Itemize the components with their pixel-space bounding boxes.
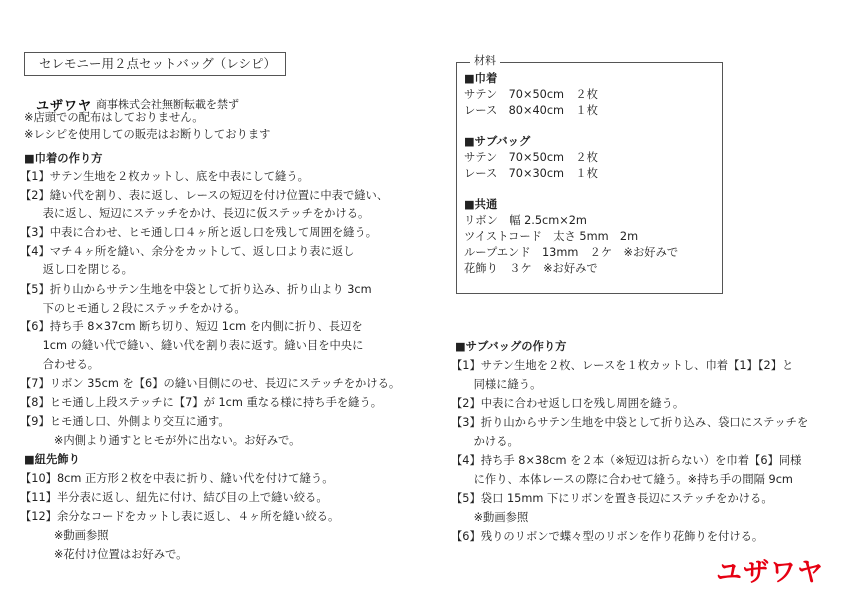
section-heading-kinchaku: ■巾着の作り方	[24, 152, 103, 165]
step-line: 返し口を閉じる。	[20, 263, 133, 276]
step-line: 1cm の縫い代で縫い、縫い代を割り表に返す。縫い目を中央に	[20, 339, 364, 352]
step-line: ※花付け位置はお好みで。	[20, 548, 188, 561]
section-heading-subbag: ■サブバッグの作り方	[455, 340, 567, 353]
materials-legend: 材料	[470, 52, 500, 68]
materials-line: 花飾り ３ケ ※お好みで	[464, 262, 598, 275]
materials-line: サテン 70×50cm ２枚	[464, 88, 598, 101]
step-line: 【6】残りのリボンで蝶々型のリボンを作り花飾りを付ける。	[451, 530, 764, 543]
step-line: 【7】リボン 35cm を【6】の縫い目側にのせ、長辺にステッチをかける。	[20, 377, 401, 390]
step-line: 【12】余分なコードをカットし表に返し、４ヶ所を縫い絞る。	[20, 510, 340, 523]
notice-line: ※レシピを使用しての販売はお断りしております	[24, 128, 271, 141]
step-line: 【2】中表に合わせ返し口を残し周囲を縫う。	[451, 397, 685, 410]
step-line: 【3】中表に合わせ、ヒモ通し口４ヶ所と返し口を残して周囲を縫う。	[20, 226, 378, 239]
step-line: 【11】半分表に返し、紐先に付け、結び目の上で縫い絞る。	[20, 491, 328, 504]
step-line: 【6】持ち手 8×37cm 断ち切り、短辺 1cm を内側に折り、長辺を	[20, 320, 363, 333]
materials-line: ツイストコード 太さ 5mm 2m	[464, 230, 639, 243]
step-line: 【10】8cm 正方形２枚を中表に折り、縫い代を付けて縫う。	[20, 472, 334, 485]
step-line: 【2】縫い代を割り、表に返し、レースの短辺を付け位置に中表で縫い、	[20, 189, 389, 202]
step-line: 【1】サテン生地を２枚カットし、底を中表にして縫う。	[20, 170, 309, 183]
step-line: 【1】サテン生地を２枚、レースを１枚カットし、巾着【1】【2】と	[451, 359, 794, 372]
step-line: 【3】折り山からサテン生地を中袋として折り込み、袋口にステッチを	[451, 416, 809, 429]
step-line: 【9】ヒモ通し口、外側より交互に通す。	[20, 415, 230, 428]
step-line: に作り、本体レースの際に合わせて縫う。※持ち手の間隔 9cm	[451, 473, 793, 486]
step-line: 【5】折り山からサテン生地を中袋として折り込み、折り山より 3cm	[20, 283, 372, 296]
materials-line: レース 80×40cm １枚	[464, 104, 598, 117]
materials-line: レース 70×30cm １枚	[464, 167, 598, 180]
notice-line: ※店頭での配布はしておりません。	[24, 111, 204, 124]
materials-line: リボン 幅 2.5cm×2m	[464, 214, 587, 227]
step-line: ※内側より通すとヒモが外に出ない。お好みで。	[20, 434, 301, 447]
brand-name: ユザワヤ	[36, 99, 93, 114]
step-line: 【5】袋口 15mm 下にリボンを置き長辺にステッチをかける。	[451, 492, 773, 505]
step-line: ※動画参照	[20, 529, 109, 542]
step-line: 下のヒモ通し２段にステッチをかける。	[20, 302, 246, 315]
materials-line: ■巾着	[464, 72, 498, 85]
step-line: 【4】マチ４ヶ所を縫い、余分をカットして、返し口より表に返し	[20, 245, 355, 258]
step-line: 【4】持ち手 8×38cm を２本（※短辺は折らない）を巾着【6】同様	[451, 454, 802, 467]
materials-line: サテン 70×50cm ２枚	[464, 151, 598, 164]
copyright-notice: 商事株式会社無断転載を禁ず	[96, 98, 239, 111]
step-line: かける。	[451, 435, 519, 448]
brand-logo: ユザワヤ	[716, 558, 825, 588]
materials-line: ■サブバッグ	[464, 135, 531, 148]
step-line: 表に返し、短辺にステッチをかけ、長辺に仮ステッチをかける。	[20, 207, 370, 220]
section-heading-himosaki: ■紐先飾り	[24, 453, 80, 466]
recipe-title: セレモニー用２点セットバッグ（レシピ）	[24, 52, 286, 76]
step-line: ※動画参照	[451, 511, 529, 524]
materials-line: ループエンド 13mm ２ケ ※お好みで	[464, 246, 679, 259]
step-line: 合わせる。	[20, 358, 100, 371]
materials-line: ■共通	[464, 198, 498, 211]
step-line: 【8】ヒモ通し上段ステッチに【7】が 1cm 重なる様に持ち手を縫う。	[20, 396, 383, 409]
step-line: 同様に縫う。	[451, 378, 542, 391]
